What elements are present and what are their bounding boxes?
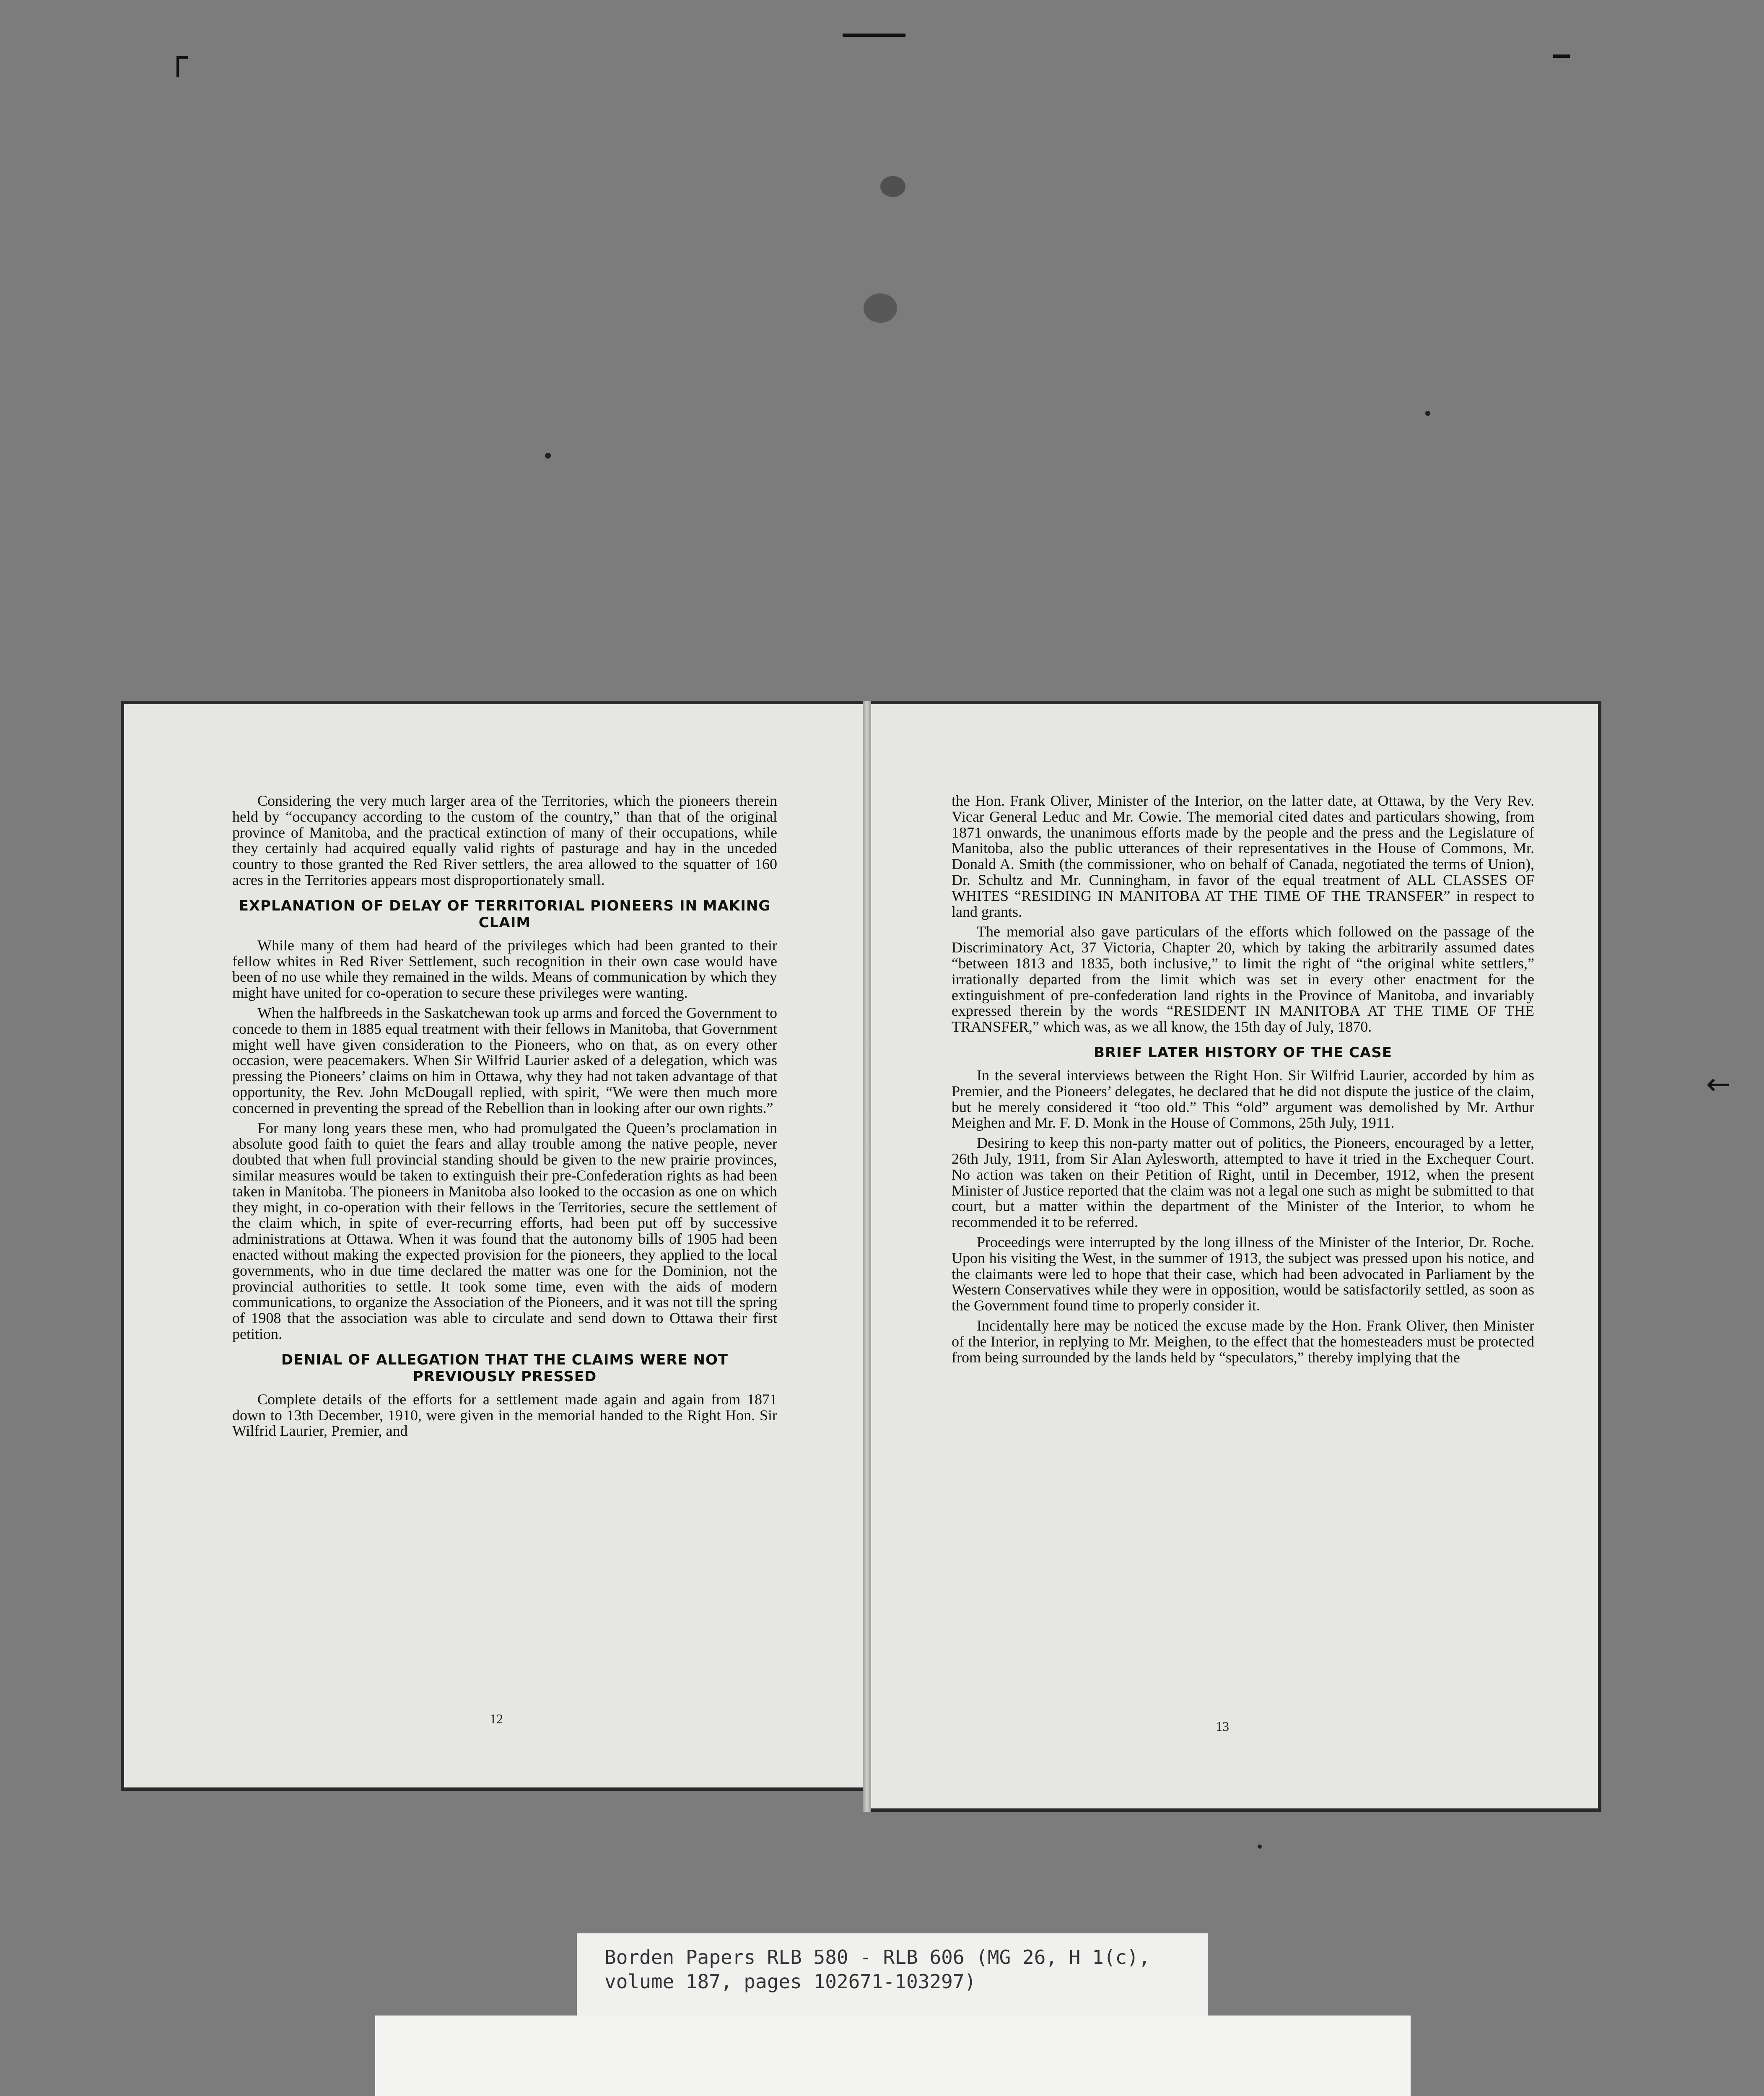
paragraph: Complete details of the efforts for a settlement made again and again from 1871 down to 13th December, 1910, were given in the memorial handed to the Right Hon. Sir Wilfrid Laurier, Premier, and [232,1390,777,1440]
archives-stamp-card [375,2016,1411,2096]
dash-mark [1553,54,1570,58]
booklet-spine [863,701,871,1812]
section-heading: EXPLANATION OF DELAY OF TERRITORIAL PIONEERS IN MAKING CLAIM [239,897,771,931]
background-speck [545,453,551,459]
background-speck [1425,411,1430,416]
booklet-left-page [121,701,868,1791]
background-speck [864,293,897,323]
paragraph: Desiring to keep this non-party matter out of politics, the Pioneers, encouraged by a letter, 26th July, 1911, from Sir Alan Aylesworth, attempted to have it tried in the Exchequer Court. No action was taken on their Petition of Right, until in December, 1912, when the present Minister of Justice reported that the claim was not a legal one such as might be submitted to that court, but a matter within the department of the Minister of the Interior, to whom he recommended it to be referred. [952,1134,1534,1231]
dash-mark [843,34,905,37]
paragraph: When the halfbreeds in the Saskatchewan took up arms and forced the Government to concede to them in 1885 equal treatment with their fellows in Manitoba, that Government might well have given consideration to the Pioneers, who on that, as on every other occasion, were peacemakers. When Sir Wilfrid Laurier asked of a delegation, which was pressing the Pioneers’ claims on him in Ottawa, why they had not taken advantage of that opportunity, the Rev. John McDougall replied, with spirit, “We were then much more concerned in preventing the spread of the Rebellion than in looking after our own rights.” [232,1004,777,1116]
paragraph: The memorial also gave particulars of the efforts which followed on the passage of the Discriminatory Act, 37 Victoria, Chapter 20, which by taking the arbitrarily assumed dates “between 1813 and 1835, both inclusive,” to limit the right of “the original white settlers,” irrationally departed from the limit which was set in every other enactment for the extinguishment of pre-confederation land rights in the Province of Manitoba, and invariably expressed therein by the words “RESIDENT IN MANITOBA AT THE TIME OF THE TRANSFER,” which was, as we all know, the 15th day of July, 1870. [952,923,1534,1035]
paragraph: Proceedings were interrupted by the long illness of the Minister of the Interior, Dr. Roche. Upon his visiting the West, in the summer of 1913, the subject was pressed upon his notice, and the claimants were led to hope that their case, which had been advocated in Parliament by the Western Conservatives while they were in opposition, would be satisfactorily settled, as soon as the Government found time to properly consider it. [952,1233,1534,1314]
left-page-text [232,793,777,1669]
right-page-text [952,793,1534,1694]
paragraph: While many of them had heard of the privileges which had been granted to their fellow whites in Red River Settlement, such recognition in their own case would have been of no use while they remained in the wilds. Means of communication by which they might have united for co-operation to secure these privileges were wanting. [232,936,777,1001]
page-number: 12 [490,1711,503,1726]
paragraph: the Hon. Frank Oliver, Minister of the Interior, on the latter date, at Ottawa, by the Very Rev. Vicar General Leduc and Mr. Cowie. The memorial cited dates and particulars showing, from 1871 onwards, the unanimous efforts made by the people and the press and the Legislature of Manitoba, also the public utterances of their representatives in the House of Commons, Mr. Donald A. Smith (the commissioner, who on behalf of Canada, negotiated the terms of Union), Dr. Schultz and Mr. Cunningham, in favor of the equal treatment of ALL CLASSES OF WHITES “RESIDING IN MANITOBA AT THE TIME OF THE TRANSFER” in respect to land grants. [952,793,1534,920]
paragraph: In the several interviews between the Right Hon. Sir Wilfrid Laurier, accorded by him as Premier, and the Pioneers’ delegates, he declared that he did not dispute the justice of the claim, but he merely considered it “too old.” This “old” argument was demolished by Mr. Arthur Meighen and Mr. F. D. Monk in the House of Commons, 25th July, 1911. [952,1066,1534,1131]
corner-mark: ┌ [168,38,188,77]
section-heading: DENIAL OF ALLEGATION THAT THE CLAIMS WERE NOT PREVIOUSLY PRESSED [281,1351,729,1385]
arrow-mark: ← [1706,1067,1731,1101]
paragraph: Considering the very much larger area of the Territories, which the pioneers therein held by “occupancy according to the custom of the country,” than that of the original province of Manitoba, and the practical extinction of many of their occupations, while they certainly had acquired equally valid rights of pasturage and hay in the unceded country to those granted the Red River settlers, the area allowed to the squatter of 160 acres in the Territories appears most disproportionately small. [232,793,777,888]
section-heading: BRIEF LATER HISTORY OF THE CASE [1094,1044,1392,1061]
paragraph: For many long years these men, who had promulgated the Queen’s proclamation in absolute good faith to quiet the fears and allay trouble among the native people, never doubted that when full provincial standing should be given to the new prairie provinces, similar measures would be taken to extinguish their pre-Confederation rights as had been taken in Manitoba. The pioneers in Manitoba also looked to the occasion as one on which they might, in co-operation with their fellows in the Territories, secure the settlement of the claim which, in spite of ever-recurring efforts, had been put off by successive administrations at Ottawa. When it was found that the autonomy bills of 1905 had been enacted without making the expected provision for the pioneers, they applied to the local governments, who in due time declared the matter was one for the Dominion, not the provincial authorities to settle. It took some time, even with the aids of modern communications, to organize the Association of the Pioneers, and it was not till the spring of 1908 that the association was able to circulate and send down to Ottawa their first petition. [232,1119,777,1342]
archive-reference-label: Borden Papers RLB 580 - RLB 606 (MG 26, H 1(c), volume 187, pages 102671-103297) [577,1933,1208,2019]
background-speck [880,176,905,197]
page-number: 13 [1216,1719,1229,1734]
background-speck [1258,1844,1262,1849]
paragraph: Incidentally here may be noticed the excuse made by the Hon. Frank Oliver, then Minister of the Interior, in replying to Mr. Meighen, to the effect that the homesteaders must be protected from being surrounded by the lands held by “speculators,” thereby implying that the [952,1317,1534,1366]
booklet-right-page [864,701,1601,1812]
